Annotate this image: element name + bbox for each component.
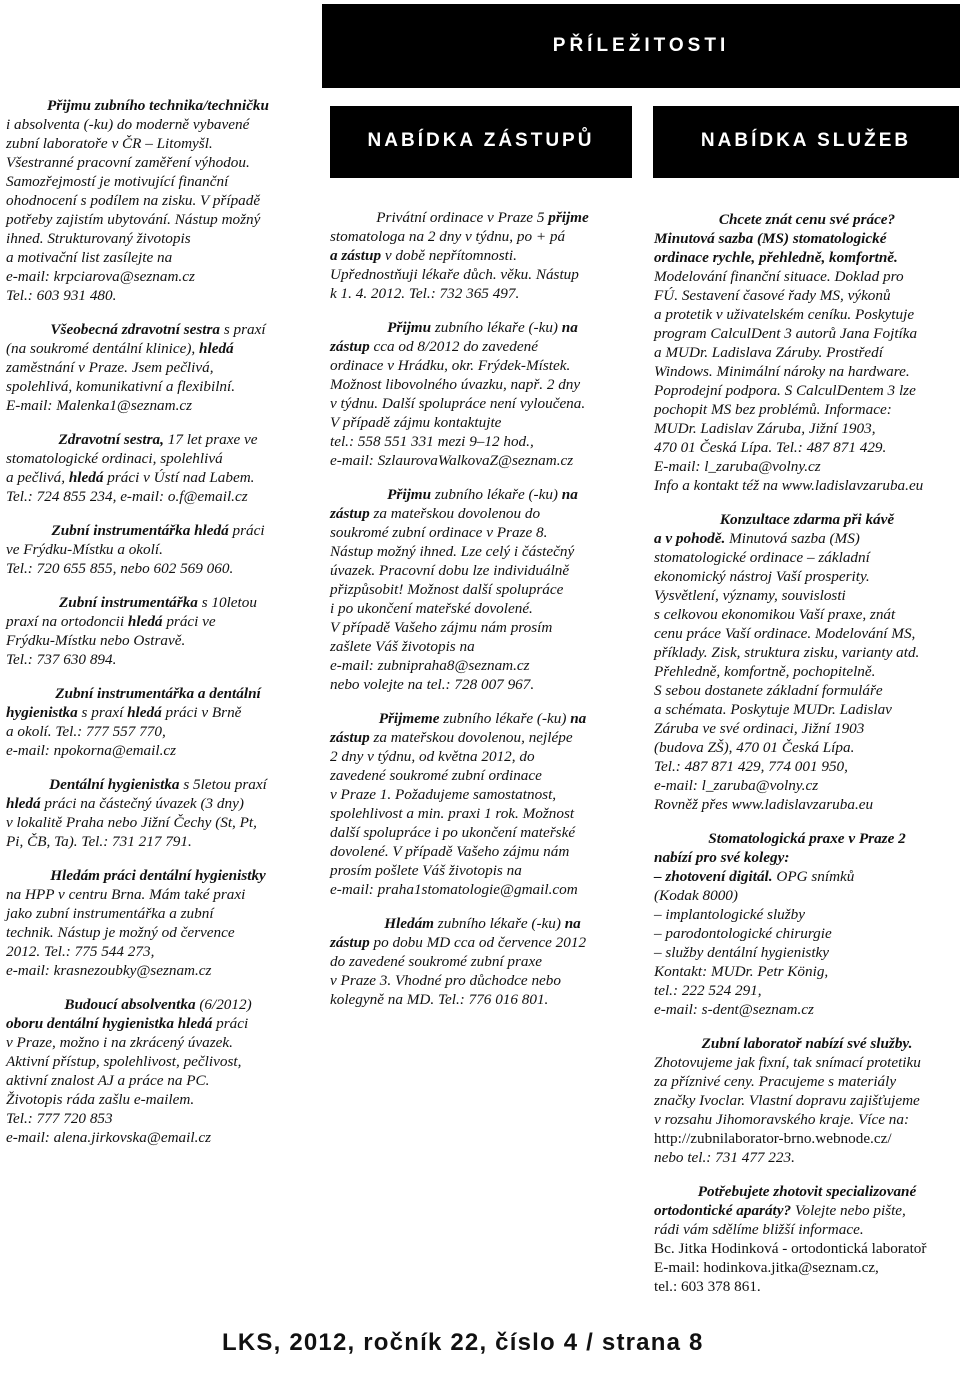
ad-title: Stomatologická praxe v Praze 2: [708, 830, 906, 847]
ad-phone: tel.: 558 551 331 mezi 9–12 hod.,: [330, 433, 534, 450]
ad-phone: tel.: 222 524 291,: [654, 982, 762, 999]
ad-keyword: zástup: [330, 505, 370, 522]
ad-instrumentarka-ortodoncie: [6, 593, 310, 669]
ad-text: technik. Nástup je možný od července: [6, 924, 235, 941]
ad-keyword: na: [570, 710, 587, 727]
ad-text: 2 dny v týdnu, od května 2012, do: [330, 748, 535, 765]
ad-text: Možnost libovolného úvazku, např. 2 dny: [330, 376, 581, 393]
ad-text: a schémata. Poskytuje MUDr. Ladislav: [654, 701, 892, 718]
ad-text: i po ukončení mateřské dovolené.: [330, 600, 533, 617]
ad-title: Potřebujete zhotovit specializované: [697, 1183, 917, 1200]
ad-title: Přijmu: [387, 486, 432, 503]
ad-text: v týdnu. Další spolupráce není vyloučena.: [330, 395, 586, 412]
ad-text: OPG snímků: [772, 868, 855, 885]
ad-title: ordinace rychle, přehledně, komfortně.: [654, 249, 898, 266]
ad-keyword: hledá: [127, 704, 162, 721]
middle-column: [330, 208, 635, 1009]
ad-text: Nástup možný ihned. Lze celý i částečný: [330, 543, 575, 560]
ad-text: Přehledně, komfortně, pochopitelně.: [654, 663, 876, 680]
ad-text: práci ve: [162, 613, 216, 630]
ad-phone: Tel.: 487 871 429, 774 001 950,: [654, 758, 848, 775]
ad-title: a v pohodě.: [654, 530, 726, 547]
ad-title: hygienistka: [6, 704, 78, 721]
ad-web: http://zubnilaborator-brno.webnode.cz/: [654, 1130, 892, 1147]
ad-contact: Tel.: 724 855 234, e-mail: o.f@email.cz: [6, 488, 248, 505]
ad-email: E-mail: Malenka1@seznam.cz: [6, 397, 193, 414]
ad-text: po dobu MD cca od července 2012: [369, 934, 587, 951]
ad-title: Hledám: [384, 915, 434, 932]
ad-text: (6/2012): [195, 996, 252, 1013]
ad-text: s celkovou ekonomikou Vaší praxe, znát: [654, 606, 896, 623]
ad-text: Samozřejmostí je motivující finanční: [6, 173, 229, 190]
ad-text: program CalculDent 3 autorů Jana Fojtíka: [654, 325, 918, 342]
ad-text: pochopit MS bez problémů. Informace:: [654, 401, 892, 418]
ad-text: prosím pošlete Váš životopis na: [330, 862, 522, 879]
ad-text: Zhotovujeme jak fixní, tak snímací protetiku: [654, 1054, 921, 1071]
ad-text: v lokalitě Praha nebo Jižní Čechy (St, Pt,: [6, 814, 257, 831]
ad-text: jako zubní instrumentářka a zubní: [6, 905, 214, 922]
ad-text: stomatologa na 2 dny v týdnu, po + pá: [330, 228, 566, 245]
ad-email: e-mail: krpciarova@seznam.cz: [6, 268, 195, 285]
ad-text: spolehlivost a min. praxi 1 rok. Možnost: [330, 805, 575, 822]
ad-text: zaměstnání v Praze. Jsem pečlivá,: [6, 359, 214, 376]
ad-text: Modelování finanční situace. Doklad pro: [654, 268, 904, 285]
ad-text: přizpůsobit! Možnost další spolupráce: [330, 581, 564, 598]
ad-text: ordinace v Hrádku, okr. Frýdek-Místek.: [330, 357, 571, 374]
ad-list-item: – služby dentální hygienistky: [654, 944, 830, 961]
ad-phone: 2012. Tel.: 775 544 273,: [6, 943, 155, 960]
ad-web: Info a kontakt též na www.ladislavzaruba.eu: [654, 477, 924, 494]
ad-zastup-praha8: [330, 485, 635, 694]
ad-text: zubního lékaře (-ku): [439, 710, 571, 727]
ad-text: stomatologické ordinaci, spolehlivá: [6, 450, 223, 467]
ad-text: zubního lékaře (-ku): [431, 319, 562, 336]
ad-text: zašlete Váš životopis na: [330, 638, 475, 655]
ad-list-item: – parodontologické chirurgie: [654, 925, 832, 942]
ad-text: další spolupráce i po ukončení mateřské: [330, 824, 576, 841]
ad-text: ihned. Strukturovaný životopis: [6, 230, 191, 247]
ad-zastup-praha3: [330, 914, 635, 1009]
ad-text: s praxí: [220, 321, 266, 338]
ad-text: zavedené soukromé zubní ordinace: [330, 767, 542, 784]
ad-text: cca od 8/2012 do zavedené: [369, 338, 538, 355]
ad-text: Záruba ve své ordinaci, Jižní 1903: [654, 720, 865, 737]
ad-phone: nebo volejte na tel.: 728 007 967.: [330, 676, 535, 693]
ad-text: v době nepřítomnosti.: [381, 247, 517, 264]
ad-text: práci v Brně: [161, 704, 242, 721]
ad-text: s 10letou: [197, 594, 257, 611]
ad-email: e-mail: praha1stomatologie@gmail.com: [330, 881, 578, 898]
ad-text: aktivní znalost AJ a práce na PC.: [6, 1072, 210, 1089]
ad-hledam-praci-hygienistky: [6, 866, 310, 980]
ad-keyword: a zástup: [330, 247, 382, 264]
ad-text: značky Ivoclar. Vlastní dopravu zajišťujeme: [654, 1092, 920, 1109]
ad-phone: Pi, ČB, Ta). Tel.: 731 217 791.: [6, 833, 192, 850]
ad-keyword: hledá: [199, 340, 234, 357]
ad-text: Volejte nebo pište,: [791, 1202, 906, 1219]
ad-text: cenu práce Vaší ordinace. Modelování MS,: [654, 625, 916, 642]
ad-title: Zubní instrumentářka hledá: [51, 522, 229, 539]
ad-text: Kontakt: MUDr. Petr König,: [654, 963, 829, 980]
ad-text: Všestranné pracovní zaměření výhodou.: [6, 154, 250, 171]
ad-text: ohodnocení s podílem na zisku. V případě: [6, 192, 261, 209]
page-footer: LKS, 2012, ročník 22, číslo 4 / strana 8: [222, 1329, 704, 1356]
ad-title: Přijmu: [387, 319, 432, 336]
ad-text: FÚ. Sestavení časové řady MS, výkonů: [654, 287, 891, 304]
ad-title: ortodontické aparáty?: [654, 1202, 792, 1219]
ad-instrumentarka-frydek: [6, 521, 310, 578]
ad-text: Vysvětlení, významy, souvislosti: [654, 587, 846, 604]
ad-text: práci v Ústí nad Labem.: [103, 469, 255, 486]
ad-keyword: na: [561, 319, 578, 336]
ad-text: Privátní ordinace v Praze 5: [376, 209, 549, 226]
ad-text: Poprodejní podpora. S CalculDentem 3 lze: [654, 382, 916, 399]
ad-email: e-mail: npokorna@email.cz: [6, 742, 177, 759]
right-column: [654, 210, 960, 1296]
ad-zubni-technik: [6, 96, 310, 305]
ad-text: potřeby zajistím ubytování. Nástup možný: [6, 211, 261, 228]
ad-text: na HPP v centru Brna. Mám také praxi: [6, 886, 246, 903]
ad-web: Rovněž přes www.ladislavzaruba.eu: [654, 796, 874, 813]
ad-text: S sebou dostanete základní formuláře: [654, 682, 883, 699]
ad-title: Hledám práci dentální hygienistky: [50, 867, 266, 884]
ad-keyword: na: [564, 915, 581, 932]
ad-keyword: zástup: [330, 934, 370, 951]
ad-phone: 470 01 Česká Lípa. Tel.: 487 871 429.: [654, 439, 887, 456]
ad-phone: nebo tel.: 731 477 223.: [654, 1149, 795, 1166]
ad-phone: Tel.: 737 630 894.: [6, 651, 117, 668]
ad-title: Přijmeme: [378, 710, 440, 727]
ad-text: V případě zájmu kontaktujte: [330, 414, 502, 431]
ad-text: Minutová sazba (MS): [725, 530, 860, 547]
ad-konzultace-zdarma: [654, 510, 960, 814]
ad-phone: Tel.: 777 720 853: [6, 1110, 113, 1127]
ad-text: spolehlivá, komunikativní a flexibilní.: [6, 378, 236, 395]
ad-text: Upřednostňuji lékaře důch. věku. Nástup: [330, 266, 579, 283]
ad-list-item: – zhotovení digitál.: [654, 868, 773, 885]
ad-list-item: (Kodak 8000): [654, 887, 738, 904]
ad-text: v Praze, možno i na zkrácený úvazek.: [6, 1034, 233, 1051]
ad-text: MUDr. Ladislav Záruba, Jižní 1903,: [654, 420, 876, 437]
ad-text: V případě Vašeho zájmu nám prosím: [330, 619, 553, 636]
ad-email: e-mail: krasnezoubky@seznam.cz: [6, 962, 212, 979]
ad-text: rádi vám sdělíme bližší informace.: [654, 1221, 864, 1238]
ad-title: nabízí pro své kolegy:: [654, 849, 790, 866]
ad-title: Zdravotní sestra,: [58, 431, 164, 448]
ad-text: dovolené. V případě Vašeho zájmu nám: [330, 843, 570, 860]
ad-list-item: – implantologické služby: [654, 906, 806, 923]
ad-text: Životopis ráda zašlu e-mailem.: [6, 1091, 195, 1108]
ad-text: s 5letou praxí: [179, 776, 267, 793]
ad-phone: tel.: 603 378 861.: [654, 1278, 761, 1295]
ad-stomatologicka-praxe-praha2: [654, 829, 960, 1019]
ad-phone: a okolí. Tel.: 777 557 770,: [6, 723, 166, 740]
ad-text: zubního lékaře (-ku): [431, 486, 562, 503]
ad-text: zubního lékaře (-ku): [433, 915, 565, 932]
ad-keyword: na: [561, 486, 578, 503]
ad-text: zubní laboratoře v ČR – Litomyšl.: [6, 135, 213, 152]
ad-text: práci: [228, 522, 265, 539]
ad-text: Frýdku-Místku nebo Ostravě.: [6, 632, 186, 649]
ad-text: praxí na ortodoncii: [6, 613, 128, 630]
ad-text: za mateřskou dovolenou, nejlépe: [369, 729, 573, 746]
ad-email: e-mail: zubnipraha8@seznam.cz: [330, 657, 530, 674]
ad-text: Windows. Minimální nároky na hardware.: [654, 363, 910, 380]
ad-text: ekonomický nástroj Vaší prosperity.: [654, 568, 870, 585]
ad-text: za příznivé ceny. Pracujeme s materiály: [654, 1073, 897, 1090]
ad-text: a motivační list zasílejte na: [6, 249, 173, 266]
ad-text: a pečlivá,: [6, 469, 69, 486]
ad-title: Budoucí absolventka: [64, 996, 196, 1013]
ad-phone: Tel.: 603 931 480.: [6, 287, 117, 304]
ad-text: s praxí: [77, 704, 128, 721]
ad-instrumentarka-hygienistka-brno: [6, 684, 310, 760]
section-header-nabidka-sluzeb: NABÍDKA SLUŽEB: [653, 106, 959, 178]
ad-title: oboru dentální hygienistka hledá: [6, 1015, 213, 1032]
ad-keyword: zástup: [330, 338, 370, 355]
ad-text: a MUDr. Ladislava Záruby. Prostředí: [654, 344, 883, 361]
section-header-nabidka-zastupu: NABÍDKA ZÁSTUPŮ: [330, 106, 632, 178]
ad-text: Bc. Jitka Hodinková - ortodontická laboratoř: [654, 1240, 927, 1257]
ad-ortodonticka-laborator: [654, 1182, 960, 1296]
ad-keyword: přijme: [548, 209, 589, 226]
ad-phone: kolegyně na MD. Tel.: 776 016 801.: [330, 991, 549, 1008]
ad-keyword: zástup: [330, 729, 370, 746]
ad-text: v Praze 1. Požadujeme samostatnost,: [330, 786, 557, 803]
ad-title: Zubní instrumentářka a dentální: [55, 685, 261, 702]
ad-zdravotni-sestra: [6, 430, 310, 506]
ad-text: soukromé zubní ordinace v Praze 8.: [330, 524, 548, 541]
ad-calculdent: [654, 210, 960, 495]
ad-title: Dentální hygienistka: [49, 776, 180, 793]
ad-text: práci: [212, 1015, 249, 1032]
ad-text: 17 let praxe ve: [163, 431, 258, 448]
ad-budouci-absolventka: [6, 995, 310, 1147]
ad-keyword: hledá: [127, 613, 163, 630]
ad-email: e-mail: SzlaurovaWalkovaZ@seznam.cz: [330, 452, 574, 469]
ad-privatni-ordinace-praha5: [330, 208, 635, 303]
ad-text: příklady. Zisk, struktura zisku, varianty atd.: [654, 644, 920, 661]
ad-text: za mateřskou dovolenou do: [369, 505, 541, 522]
ad-phone: k 1. 4. 2012. Tel.: 732 365 497.: [330, 285, 520, 302]
ad-phone: Tel.: 720 655 855, nebo 602 569 060.: [6, 560, 234, 577]
ad-title: Zubní instrumentářka: [59, 594, 198, 611]
ad-dentalni-hygienistka: [6, 775, 310, 851]
ad-vseobecna-sestra: [6, 320, 310, 415]
ad-text: (budova ZŠ), 470 01 Česká Lípa.: [654, 739, 855, 756]
ad-title: Všeobecná zdravotní sestra: [50, 321, 221, 338]
ad-text: stomatologické ordinace – základní: [654, 549, 870, 566]
section-header-prilezitosti: PŘÍLEŽITOSTI: [322, 4, 960, 88]
ad-zubni-laborator-brno: [654, 1034, 960, 1167]
ad-text: (na soukromé dentální klinice),: [6, 340, 200, 357]
ad-email: E-mail: hodinkova.jitka@seznam.cz,: [654, 1259, 879, 1276]
ad-keyword: hledá: [68, 469, 104, 486]
ad-zastup-hradek: [330, 318, 635, 470]
ad-title: Minutová sazba (MS) stomatologické: [654, 230, 887, 247]
ad-email: e-mail: s-dent@seznam.cz: [654, 1001, 814, 1018]
ad-email: e-mail: alena.jirkovska@email.cz: [6, 1129, 212, 1146]
ad-text: do zavedené soukromé zubní praxe: [330, 953, 543, 970]
ad-zastup-praha1: [330, 709, 635, 899]
ad-email: E-mail: l_zaruba@volny.cz: [654, 458, 821, 475]
ad-text: a protetik v uživatelském ceníku. Poskytuje: [654, 306, 915, 323]
ad-text: úvazek. Pracovní dobu lze individuálně: [330, 562, 570, 579]
ad-email: e-mail: l_zaruba@volny.cz: [654, 777, 819, 794]
ad-text: práci na částečný úvazek (3 dny): [40, 795, 244, 812]
ad-text: ve Frýdku-Místku a okolí.: [6, 541, 163, 558]
ad-title: Konzultace zdarma při kávě: [719, 511, 895, 528]
ad-text: i absolventa (-ku) do moderně vybavené: [6, 116, 250, 133]
left-column: [6, 96, 310, 1147]
ad-title: Zubní laboratoř nabízí své služby.: [701, 1035, 913, 1052]
ad-title: Chcete znát cenu své práce?: [718, 211, 896, 228]
ad-title: Přijmu zubního technika/techničku: [47, 97, 269, 114]
ad-text: Aktivní přístup, spolehlivost, pečlivost,: [6, 1053, 242, 1070]
ad-keyword: hledá: [6, 795, 41, 812]
ad-text: v Praze 3. Vhodné pro důchodce nebo: [330, 972, 561, 989]
ad-text: v rozsahu Jihomoravského kraje. Více na:: [654, 1111, 910, 1128]
